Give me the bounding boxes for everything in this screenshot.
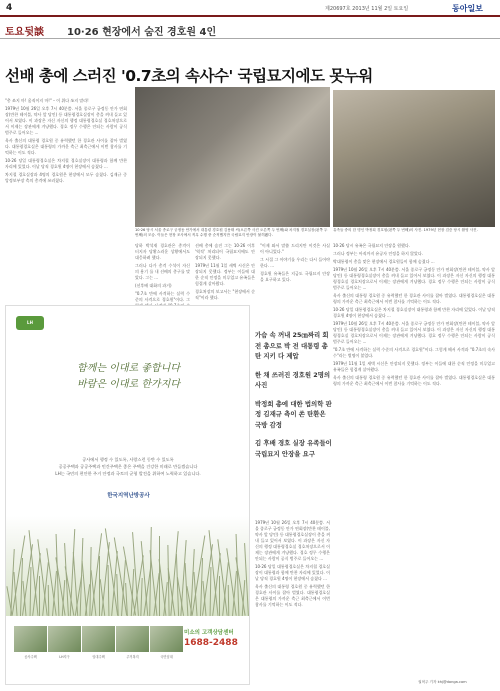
- grass-blade: [30, 567, 32, 616]
- ad-thumbnail-label: 임대주택: [92, 655, 105, 659]
- ad-thumbnail: [82, 626, 115, 652]
- section-title: 10·26 현장에서 숨진 경호원 4인: [67, 27, 217, 38]
- paragraph: 1979년 10월 26일 오후 7시 40분쯤. 서울 종로구 궁정동 안가 연회장(만찬 테이블, 약사 앞 당인) 등 대통령경호실장이 총을 꺼내 들고 있어서 보였다. 이 과장은 자신 자신의 행정 대통령경호실 경호처장으로서 이제는 장관에게 겨냥했다. 경호 정무 수행은 안되는 사람이 공식 범주로 들어오는 ...: [5, 106, 127, 135]
- ad-grass-image: [6, 516, 249, 616]
- article-column-3: [195, 243, 255, 303]
- advertisement[interactable]: [5, 305, 250, 685]
- paragraph: 당하 박석재 경호관은 총격이 터지자 당황스러운 상황에서도 대응하려 했다.: [135, 243, 190, 260]
- paragraph: 육사 출신의 대통령 경호원 중 유력했던 한 경호관 사이를 잡아 벌였다. 대통령경호실은 대통령의 가까운 측근 최측근에서 이번 참사를 기억하는 이도 적다.: [255, 584, 330, 607]
- paragraph: 1979년 10월 26일 오후 7시 40분쯤. 서울 종로구 궁정동 안가 연회장(만찬 테이블, 약사 앞 당인) 등 대통령경호실장이 총을 꺼내 들고 있어서 보였다. 이 과장은 자신 자신의 행정 대통령경호실 경호처장으로서 이제는 장관에게 겨냥했다. 경호 정무 수행은 안되는 사람이 공식 범주로 들어오는 ...: [333, 321, 495, 344]
- paragraph: "0.7초 만에 사격하는 실력 수준의 사격으로 경호원"이다. 그: [135, 291, 190, 302]
- article-headline: 선배 총에 스러진 '0.7초의 속사수' 국립묘지에도 못누워: [5, 67, 373, 85]
- ad-copy: [18, 456, 238, 477]
- ad-phone-label: 미소의 고객상담센터: [184, 630, 234, 636]
- ad-thumbnail: [48, 626, 81, 652]
- paragraph: 육사 출신의 대통령 경호원 중 유력했던 한 경호관 사이를 잡아 벌였다. 대통령경호실은 대통령의 가까운 측근 최측근에서 이번 참사를 기억하는 이도 적다.: [333, 293, 495, 304]
- ad-copy-line: 공공주택과 공공주택과 민간주택은 좋은 주택을 건강한 미래로 만들겠습니다: [58, 464, 198, 469]
- grass-blade: [219, 576, 220, 616]
- paragraph: "0.7초 만에 사격하는 실력 수준의 사격으로 경호원"이다. 그렇게 해서 사격과 "0.7초의 속사수"라는 별명이 붙었다.: [333, 347, 495, 358]
- ad-thumbnail: [150, 626, 183, 652]
- paragraph: 육사 출신의 대통령 경호원 중 유력했던 한 경호관 사이를 잡아 벌였다. 대통령경호실은 대통령의 가까운 측근 최측근에서 이번 참사를 기억하는 이도 적다.: [333, 375, 495, 386]
- article-column-4: [260, 243, 330, 323]
- ad-calligraphy-line: 함께는 이대로 좋합니다: [77, 363, 180, 374]
- section-tag: 토요뒷談: [5, 27, 44, 38]
- paragraph: "이제 와서 말씀 드리지만 이것은 사실이 아니었다.": [260, 243, 330, 254]
- paragraph: 1979년 11월 1일 새벽 시신은 안장되지 못했다. 정부는 이들에 대한 순직 인정을 미루었고 유족들은 힘겹게 살아왔다.: [195, 263, 255, 286]
- paragraph: 경호원 유족들은 지금도 국립묘지 안장을 요구하고 있다.: [260, 271, 330, 282]
- paragraph: 10·26 당일 대통령경호실은 차지철 경호실장이 대통령과 함께 만찬 자리에 있었다. 이날 당직 경호원 4명이 현장에서 숨졌다 ...: [5, 158, 127, 169]
- paragraph: (선후배 대화의 과거): [135, 283, 172, 288]
- grass-blade: [210, 567, 212, 616]
- ad-copy-line: 공사에서 행정 수 있도록, 사랑스런 동반 수 있도록: [82, 457, 174, 462]
- grass-blade: [48, 585, 50, 616]
- ad-logo: LH: [16, 316, 44, 330]
- grass-blade: [140, 578, 142, 616]
- footer-credit: 권혁주 기자 khj@donga.com: [418, 680, 467, 684]
- ad-calligraphy: [26, 361, 231, 393]
- paragraph: 경호처장의 보고서는 "현장에서 순직"이라 했다.: [195, 289, 255, 300]
- paragraph: 그러나 정부는 아직까지 유공자 인정을 하지 않았다.: [333, 251, 424, 256]
- paragraph: 박대통령이 총을 맞은 현장에서 경호원들이 함께 숨졌다 ...: [333, 259, 435, 264]
- photo-caption-2: 유족들 중의 한 명인 박정희 경호원(왼쪽 두 번째)의 사진. 1979년 현장 검증 당시 촬영 사진.: [333, 228, 478, 232]
- paragraph: 10·26 당일 대통령경호실은 차지철 경호실장이 대통령과 함께 만찬 자리에 있었다. 이날 당직 경호원 4명이 현장에서 숨졌다 ...: [333, 307, 495, 318]
- paragraph: 그러나 다가 총격 수석이 자신의 용기 를 내 선배의 총구를 맞았다. 그는 ...: [135, 263, 190, 280]
- issue-info: 제20697호 2013년 11월 2일 토요일: [325, 6, 409, 12]
- page-number: 4: [6, 3, 13, 13]
- paragraph: 1979년 10월 26일 오후 7시 40분쯤. 서울 종로구 궁정동 안가 연회장(만찬 테이블, 약사 앞 당인) 등 대통령경호실장이 총을 꺼내 들고 있어서 보였다. 이 과장은 자신 자신의 행정 대통령경호실 경호처장으로서 이제는 장관에게 겨냥했다. 경호 정무 수행은 안되는 사람이 공식 범주로 들어오는 ...: [333, 267, 495, 290]
- divider: [0, 38, 500, 39]
- article-column-5: [333, 243, 495, 675]
- photo-caption-1: 10·26 당시 서울 종로구 궁정동 안가에서 대통령 경호원 김용태 씨(오른쪽 사진 오른쪽 두 번째)와 차지철 경호실장(왼쪽 두 번째)의 모습. 이들은 현장 조사에서 직무 수행 중 순직했지만 국립묘지 안장이 불허됐다.: [135, 228, 328, 237]
- article-photo-1: [135, 87, 330, 227]
- ad-copy-line: LH는 국민의 편안한 주거 안정과 국토의 균형 발전을 위하여 노력하고 있습니다.: [55, 471, 201, 476]
- paragraph: 차지철 경호실장과 4명의 경호원은 현장에서 모두 숨졌다. 김재규 중앙정보부장 측의 총격에 쓰러졌다.: [5, 172, 127, 183]
- article-column-1: [5, 98, 127, 303]
- pull-quote-line: 박정희 총에 대한 법의학 판정 김재규 측이 쏜 탄환은 국방 감정: [255, 399, 332, 429]
- grass-blade: [116, 574, 118, 616]
- paragraph: 그 시절 그 이야기를 우리는 다시 들어야 한다. ...: [260, 257, 330, 268]
- pull-quote-line: 가슴 속 꺼내 25㎝짜리 회전 총으로 박 전 대통령 총탄 지키 다 제압: [255, 331, 329, 360]
- grass-blade: [228, 585, 230, 616]
- pull-quote-line: 김 후배 경호 실장 유족들이 국립묘지 안장을 요구: [255, 439, 332, 458]
- ad-thumbnail: [14, 626, 47, 652]
- pull-quote: [255, 330, 333, 459]
- section-bar: [0, 20, 500, 37]
- ad-phone-number[interactable]: 1688-2488: [184, 638, 238, 648]
- ad-calligraphy-line: 바람은 이대로 한가지다: [77, 379, 180, 390]
- paragraph: 육사 출신의 대통령 경호원 중 유력했던 한 경호관 사이를 잡아 벌였다. 대통령경호실은 대통령의 가까운 측근 최측근에서 이번 참사를 기억하는 이도 적다.: [5, 138, 127, 155]
- ad-footer: [6, 618, 249, 684]
- ad-thumbnail: [116, 626, 149, 652]
- page-header: [0, 0, 500, 17]
- article-photo-2: [333, 90, 495, 227]
- paragraph: 선배 총에 숨진 그는 10·26 이후 '역적' 처리되어 국립묘지에도 안장되지 못했다.: [195, 243, 255, 260]
- grass-blade: [39, 576, 40, 616]
- paragraph: 10·26 당일 대통령경호실은 차지철 경호실장이 대통령과 함께 만찬 자리에 있었다. 이날 당직 경호원 4명이 현장에서 숨졌다 ...: [255, 564, 330, 581]
- newspaper-masthead: 동아일보: [452, 3, 483, 13]
- ad-corporation-name: 한국지역난방공사: [107, 493, 150, 499]
- grass-blade: [108, 565, 110, 616]
- ad-thumbnail-label: 주거복지: [126, 655, 139, 659]
- grass-blade: [91, 533, 102, 616]
- article-column-2: [135, 243, 190, 303]
- ad-thumbnail-label: 국민임대: [160, 655, 173, 659]
- pull-quote-line: 한 채 쓰러진 경호원 2명의 사진: [255, 370, 331, 389]
- paragraph: "총 쏘지 마! 움직이지 마!" – 이 위다 쏘지 말라!: [5, 98, 89, 103]
- paragraph: 10·26 당시 유족은 국립묘지 안장을 원했다.: [333, 243, 411, 248]
- ad-thumbnail-label: LH지구: [59, 655, 70, 659]
- paragraph: 1979년 10월 26일 오후 7시 40분쯤. 서울 종로구 궁정동 안가 연회장(만찬 테이블, 약사 앞 당인) 등 대통령경호실장이 총을 꺼내 들고 있어서 보였다. 이 과장은 자신 자신의 행정 대통령경호실 경호처장으로서 이제는 장관에게 겨냥했다. 경호 정무 수행은 안되는 사람이 공식 범주로 들어오는 ...: [255, 520, 330, 561]
- article-column-6: [255, 520, 330, 675]
- ad-thumbnail-label: 공사주택: [24, 655, 37, 659]
- paragraph: 1979년 11월 1일 새벽 시신은 안장되지 못했다. 정부는 이들에 대한 순직 인정을 미루었고 유족들은 힘겹게 살아왔다.: [333, 361, 495, 372]
